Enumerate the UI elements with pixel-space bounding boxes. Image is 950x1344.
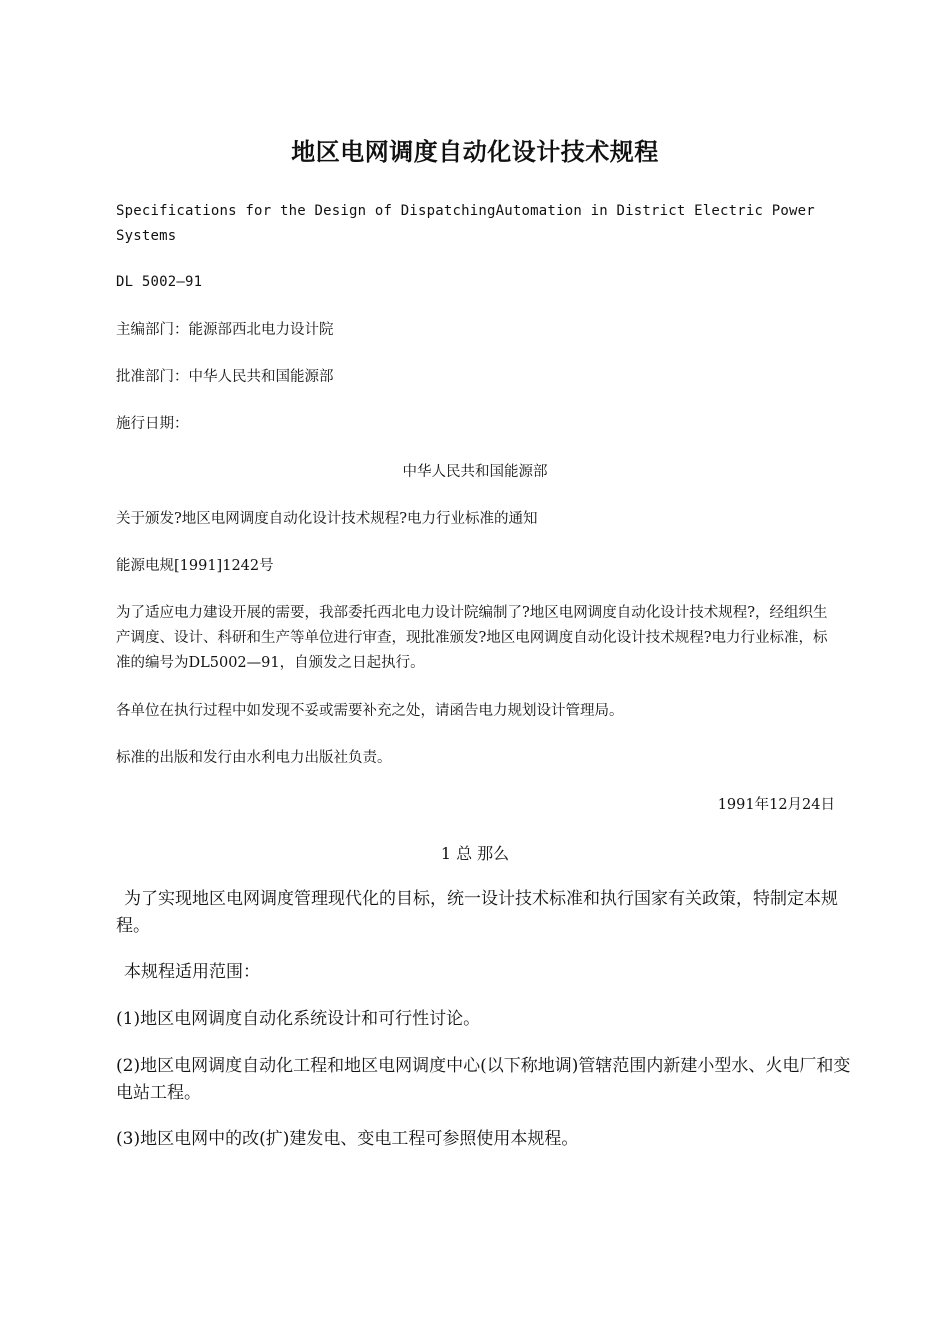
notice-paragraph: 标准的出版和发行由水利电力出版社负责。 bbox=[116, 750, 392, 766]
notice-title: 关于颁发?地区电网调度自动化设计技术规程?电力行业标准的通知 bbox=[116, 511, 538, 527]
approval-department: 批准部门：中华人民共和国能源部 bbox=[116, 369, 334, 385]
notice-number: 能源电规[1991]1242号 bbox=[116, 558, 274, 574]
issuer: 中华人民共和国能源部 bbox=[402, 464, 548, 480]
editor-department: 主编部门：能源部西北电力设计院 bbox=[116, 322, 334, 338]
section-paragraph: (1)地区电网调度自动化系统设计和可行性讨论。 bbox=[116, 1009, 481, 1029]
section-heading: 1 总 那么 bbox=[440, 844, 510, 863]
standard-code: DL 5002—91 bbox=[116, 274, 203, 290]
english-title: Specifications for the Design of DispatchingAutomation in District Electric Power Systems bbox=[116, 203, 815, 244]
section-paragraph: (3)地区电网中的改(扩)建发电、变电工程可参照使用本规程。 bbox=[116, 1129, 579, 1149]
document-title: 地区电网调度自动化设计技术规程 bbox=[291, 138, 659, 166]
notice-date: 1991年12月24日 bbox=[717, 797, 835, 813]
notice-paragraph: 为了适应电力建设开展的需要，我部委托西北电力设计院编制了?地区电网调度自动化设计技术规程?，经组织生产调度、设计、科研和生产等单位进行审查，现批准颁发?地区电网调度自动化设计技术规程?电力行业标准，标准的编号为DL5002—91，自颁发之日起执行。 bbox=[116, 605, 828, 671]
section-paragraph: 本规程适用范围： bbox=[124, 962, 260, 982]
section-paragraph: (2)地区电网调度自动化工程和地区电网调度中心(以下称地调)管辖范围内新建小型水、火电厂和变电站工程。 bbox=[116, 1056, 851, 1103]
effective-date: 施行日期： bbox=[116, 416, 189, 432]
section-paragraph: 为了实现地区电网调度管理现代化的目标，统一设计技术标准和执行国家有关政策，特制定本规程。 bbox=[116, 889, 838, 936]
notice-paragraph: 各单位在执行过程中如发现不妥或需要补充之处，请函告电力规划设计管理局。 bbox=[116, 703, 624, 719]
